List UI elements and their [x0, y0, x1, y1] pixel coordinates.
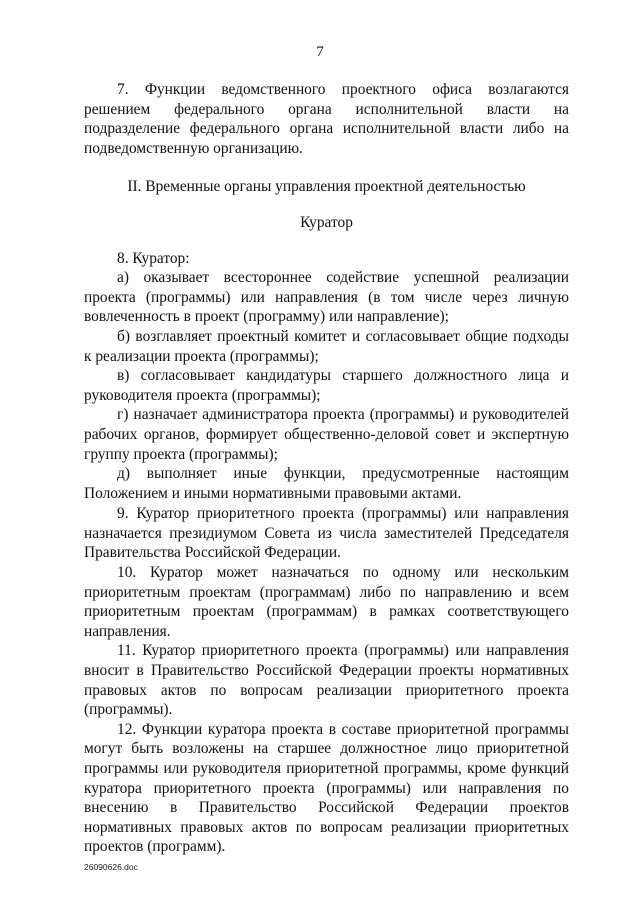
paragraph-9: 9. Куратор приоритетного проекта (программы) или направления назначается президиумом Совета из числа заместителей Председателя Правительства Российской Федерации.	[84, 505, 569, 562]
document-body	[84, 80, 569, 857]
section-heading: II. Временные органы управления проектной деятельностью	[127, 178, 526, 196]
footer-filename: 26090626.doc	[84, 862, 138, 872]
paragraph-10: 10. Куратор может назначаться по одному или нескольким приоритетным проектам (программам) либо по направлению и всем приоритетным проектам (программам) в рамках соответствующего направления.	[84, 564, 569, 640]
paragraph-8-item-a: а) оказывает всестороннее содействие успешной реализации проекта (программы) или направления (в том числе через личную вовлеченность в проект (программу) или направление);	[84, 269, 569, 326]
page-number: 7	[316, 44, 324, 60]
paragraph-8-item-g: г) назначает администратора проекта (программы) и руководителей рабочих органов, формирует общественно-деловой совет и экспертную группу проекта (программы);	[84, 406, 569, 463]
paragraph-8-intro: 8. Куратор:	[117, 249, 190, 267]
paragraph-11: 11. Куратор приоритетного проекта (программы) или направления вносит в Правительство Российской Федерации проекты нормативных правовых актов по вопросам реализации приоритетного проекта (программы).	[84, 642, 569, 719]
paragraph-12: 12. Функции куратора проекта в составе приоритетной программы могут быть возложены на старшее должностное лицо приоритетной программы или руководителя приоритетной программы, кроме функций куратора приоритетного проекта (программы) или направления по внесению в Правительство Российской Федерации проектов нормативных правовых актов по вопросам реализации приоритетных проектов (программ).	[84, 720, 569, 856]
paragraph-8-item-b: б) возглавляет проектный комитет и согласовывает общие подходы к реализации проекта (программы);	[84, 327, 569, 365]
paragraph-7: 7. Функции ведомственного проектного офиса возлагаются решением федерального органа исполнительной власти на подразделение федерального органа исполнительной власти либо на подведомственную организацию.	[84, 81, 569, 157]
paragraph-8-item-v: в) согласовывает кандидатуры старшего должностного лица и руководителя проекта (программы);	[84, 367, 569, 404]
subheading-curator: Куратор	[300, 213, 353, 231]
paragraph-8-item-d: д) выполняет иные функции, предусмотренные настоящим Положением и иными нормативными правовыми актами.	[84, 465, 569, 502]
